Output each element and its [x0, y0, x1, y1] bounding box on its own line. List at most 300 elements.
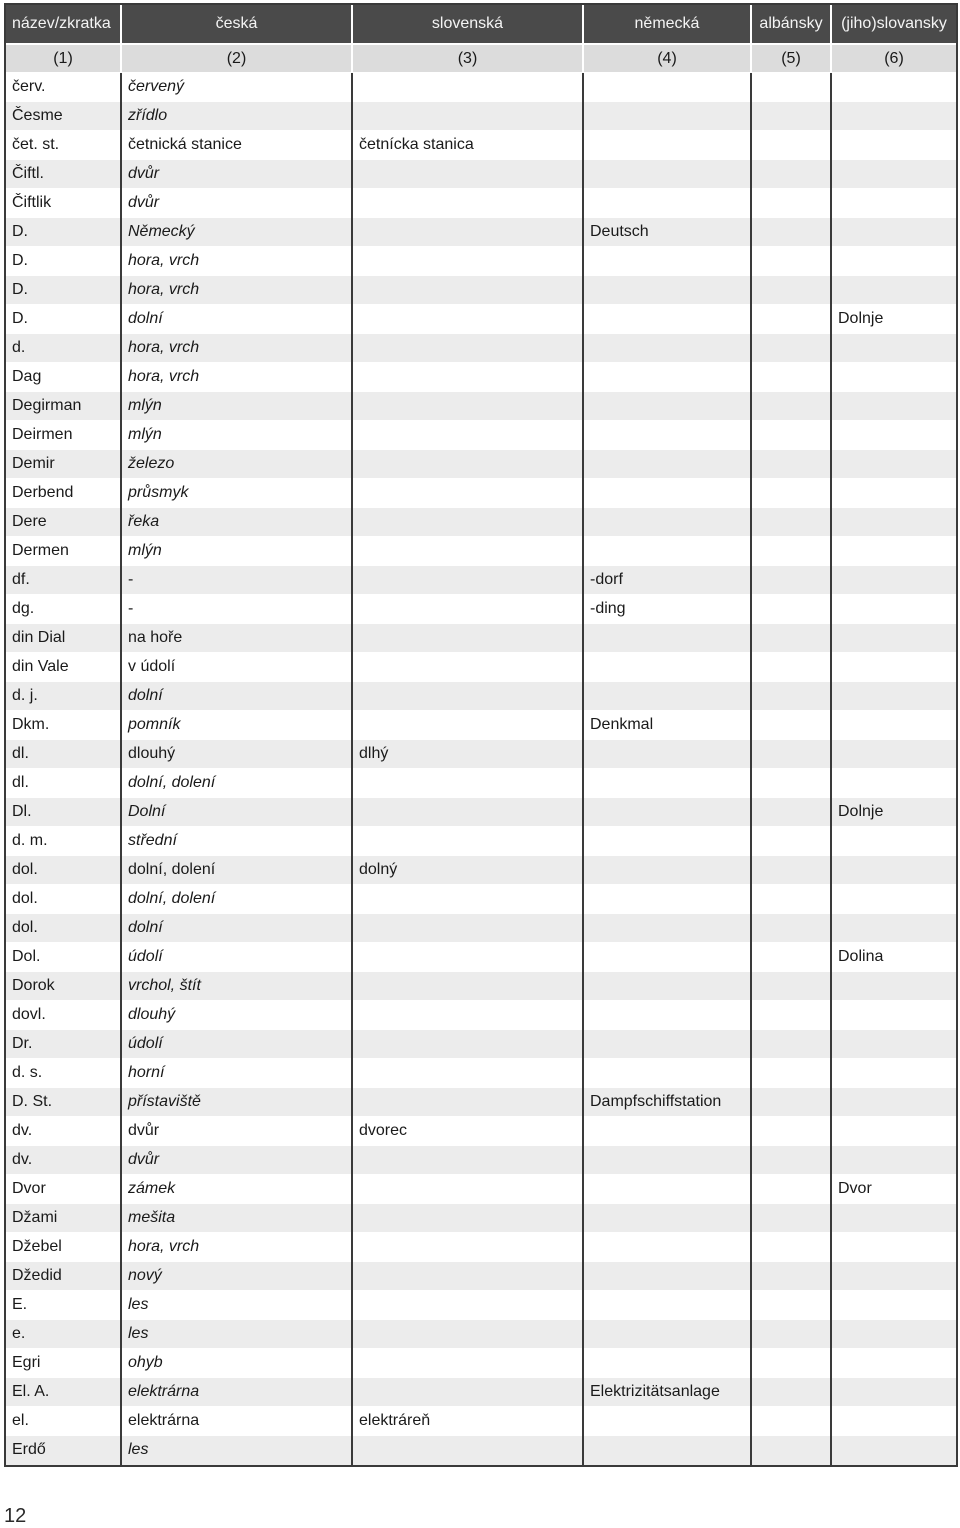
cell-slovak — [352, 276, 583, 305]
cell-german — [583, 885, 751, 914]
cell-czech: hora, vrch — [121, 1233, 352, 1262]
cell-albanian — [751, 1407, 831, 1436]
cell-slovak — [352, 682, 583, 711]
cell-slovak: dolný — [352, 856, 583, 885]
cell-german — [583, 1146, 751, 1175]
cell-german — [583, 1291, 751, 1320]
cell-slovak — [352, 508, 583, 537]
cell-czech: dlouhý — [121, 1001, 352, 1030]
cell-albanian — [751, 1320, 831, 1349]
column-number-row — [6, 44, 956, 73]
cell-german — [583, 1059, 751, 1088]
cell-albanian — [751, 711, 831, 740]
cell-czech: železo — [121, 450, 352, 479]
cell-albanian — [751, 1204, 831, 1233]
cell-south-slavic — [831, 1407, 956, 1436]
cell-slovak — [352, 769, 583, 798]
cell-czech: údolí — [121, 943, 352, 972]
cell-south-slavic — [831, 1436, 956, 1465]
table-row — [6, 102, 956, 131]
cell-south-slavic — [831, 508, 956, 537]
cell-slovak — [352, 189, 583, 218]
cell-albanian — [751, 972, 831, 1001]
cell-abbreviation: df. — [6, 566, 121, 595]
cell-south-slavic: Dolnje — [831, 305, 956, 334]
cell-slovak: dvorec — [352, 1117, 583, 1146]
table-row — [6, 160, 956, 189]
cell-german — [583, 653, 751, 682]
table-row — [6, 1001, 956, 1030]
cell-albanian — [751, 363, 831, 392]
cell-albanian — [751, 682, 831, 711]
cell-slovak — [352, 653, 583, 682]
cell-albanian — [751, 943, 831, 972]
cell-german — [583, 508, 751, 537]
cell-albanian — [751, 305, 831, 334]
cell-slovak — [352, 1030, 583, 1059]
cell-albanian — [751, 421, 831, 450]
cell-slovak — [352, 1088, 583, 1117]
table-row — [6, 189, 956, 218]
cell-abbreviation: dg. — [6, 595, 121, 624]
cell-south-slavic — [831, 1059, 956, 1088]
table-row — [6, 595, 956, 624]
cell-albanian — [751, 595, 831, 624]
cell-czech: zřídlo — [121, 102, 352, 131]
cell-czech: průsmyk — [121, 479, 352, 508]
cell-german — [583, 334, 751, 363]
cell-albanian — [751, 885, 831, 914]
header-south-slavic: (jiho)slovansky — [831, 5, 956, 44]
cell-czech: dolní, dolení — [121, 885, 352, 914]
cell-czech: mešita — [121, 1204, 352, 1233]
cell-abbreviation: červ. — [6, 73, 121, 102]
cell-german — [583, 537, 751, 566]
table-row — [6, 1291, 956, 1320]
cell-czech: dolní — [121, 682, 352, 711]
cell-slovak — [352, 1001, 583, 1030]
cell-albanian — [751, 73, 831, 102]
cell-german — [583, 392, 751, 421]
cell-abbreviation: Dvor — [6, 1175, 121, 1204]
cell-german — [583, 1262, 751, 1291]
cell-slovak — [352, 218, 583, 247]
table-row — [6, 1146, 956, 1175]
cell-south-slavic — [831, 769, 956, 798]
cell-albanian — [751, 1291, 831, 1320]
table-row — [6, 479, 956, 508]
cell-abbreviation: dl. — [6, 769, 121, 798]
cell-czech: mlýn — [121, 392, 352, 421]
cell-abbreviation: Derbend — [6, 479, 121, 508]
header-slovak: slovenská — [352, 5, 583, 44]
cell-south-slavic — [831, 1233, 956, 1262]
table-row — [6, 885, 956, 914]
cell-german — [583, 160, 751, 189]
cell-german — [583, 247, 751, 276]
cell-czech: les — [121, 1436, 352, 1465]
cell-albanian — [751, 276, 831, 305]
cell-abbreviation: D. — [6, 218, 121, 247]
cell-abbreviation: d. m. — [6, 827, 121, 856]
cell-abbreviation: Dorok — [6, 972, 121, 1001]
table-row — [6, 1059, 956, 1088]
cell-german — [583, 305, 751, 334]
cell-albanian — [751, 1001, 831, 1030]
cell-czech: dvůr — [121, 189, 352, 218]
cell-south-slavic — [831, 334, 956, 363]
cell-abbreviation: dv. — [6, 1117, 121, 1146]
cell-czech: elektrárna — [121, 1378, 352, 1407]
table-row — [6, 1117, 956, 1146]
table-row — [6, 1378, 956, 1407]
cell-slovak — [352, 566, 583, 595]
cell-abbreviation: Dkm. — [6, 711, 121, 740]
cell-south-slavic — [831, 711, 956, 740]
table-row — [6, 218, 956, 247]
cell-south-slavic — [831, 1262, 956, 1291]
cell-german — [583, 798, 751, 827]
cell-german — [583, 1349, 751, 1378]
cell-south-slavic — [831, 1320, 956, 1349]
cell-german — [583, 827, 751, 856]
cell-abbreviation: dl. — [6, 740, 121, 769]
cell-abbreviation: D. — [6, 247, 121, 276]
table-row — [6, 740, 956, 769]
cell-abbreviation: dv. — [6, 1146, 121, 1175]
cell-albanian — [751, 1117, 831, 1146]
table-row — [6, 711, 956, 740]
cell-abbreviation: Čiftlik — [6, 189, 121, 218]
cell-czech: pomník — [121, 711, 352, 740]
cell-czech: přístaviště — [121, 1088, 352, 1117]
cell-albanian — [751, 1146, 831, 1175]
cell-slovak — [352, 537, 583, 566]
cell-abbreviation: Dermen — [6, 537, 121, 566]
cell-albanian — [751, 537, 831, 566]
cell-german — [583, 102, 751, 131]
cell-south-slavic — [831, 102, 956, 131]
table-row — [6, 421, 956, 450]
table-row — [6, 1407, 956, 1436]
cell-albanian — [751, 102, 831, 131]
cell-albanian — [751, 566, 831, 595]
cell-south-slavic — [831, 1378, 956, 1407]
cell-abbreviation: dol. — [6, 914, 121, 943]
cell-slovak — [352, 827, 583, 856]
cell-abbreviation: Egri — [6, 1349, 121, 1378]
cell-german — [583, 1407, 751, 1436]
cell-czech: v údolí — [121, 653, 352, 682]
table-row — [6, 392, 956, 421]
cell-albanian — [751, 1059, 831, 1088]
cell-german — [583, 1175, 751, 1204]
cell-south-slavic — [831, 1001, 956, 1030]
cell-czech: dvůr — [121, 1146, 352, 1175]
cell-slovak — [352, 1291, 583, 1320]
cell-german — [583, 1030, 751, 1059]
cell-south-slavic — [831, 537, 956, 566]
cell-albanian — [751, 450, 831, 479]
table-row — [6, 363, 956, 392]
cell-abbreviation: čet. st. — [6, 131, 121, 160]
column-number: (4) — [583, 44, 751, 73]
cell-czech: elektrárna — [121, 1407, 352, 1436]
cell-czech: zámek — [121, 1175, 352, 1204]
table-row — [6, 682, 956, 711]
cell-slovak — [352, 102, 583, 131]
cell-south-slavic — [831, 160, 956, 189]
table-row — [6, 566, 956, 595]
cell-south-slavic: Dolnje — [831, 798, 956, 827]
cell-albanian — [751, 218, 831, 247]
cell-albanian — [751, 653, 831, 682]
cell-south-slavic — [831, 392, 956, 421]
cell-czech: dolní, dolení — [121, 769, 352, 798]
cell-czech: - — [121, 595, 352, 624]
cell-czech: les — [121, 1291, 352, 1320]
cell-slovak — [352, 1378, 583, 1407]
cell-south-slavic — [831, 73, 956, 102]
cell-albanian — [751, 1233, 831, 1262]
cell-german — [583, 421, 751, 450]
column-number: (2) — [121, 44, 352, 73]
cell-abbreviation: din Vale — [6, 653, 121, 682]
cell-czech: - — [121, 566, 352, 595]
cell-albanian — [751, 392, 831, 421]
table-row — [6, 1204, 956, 1233]
cell-abbreviation: Dl. — [6, 798, 121, 827]
cell-german — [583, 740, 751, 769]
cell-german: -dorf — [583, 566, 751, 595]
cell-albanian — [751, 1436, 831, 1465]
cell-albanian — [751, 827, 831, 856]
cell-albanian — [751, 508, 831, 537]
cell-albanian — [751, 479, 831, 508]
cell-albanian — [751, 914, 831, 943]
cell-abbreviation: Deirmen — [6, 421, 121, 450]
cell-south-slavic — [831, 189, 956, 218]
cell-german — [583, 1001, 751, 1030]
cell-czech: dolní, dolení — [121, 856, 352, 885]
cell-german — [583, 769, 751, 798]
cell-czech: hora, vrch — [121, 276, 352, 305]
cell-german — [583, 189, 751, 218]
cell-abbreviation: e. — [6, 1320, 121, 1349]
cell-czech: dolní — [121, 914, 352, 943]
cell-slovak — [352, 479, 583, 508]
cell-german — [583, 276, 751, 305]
cell-abbreviation: Demir — [6, 450, 121, 479]
cell-south-slavic — [831, 421, 956, 450]
cell-slovak — [352, 1204, 583, 1233]
cell-albanian — [751, 1349, 831, 1378]
cell-slovak — [352, 160, 583, 189]
cell-slovak — [352, 1146, 583, 1175]
cell-german: Dampfschiffstation — [583, 1088, 751, 1117]
cell-south-slavic — [831, 450, 956, 479]
page-number: 12 — [4, 1505, 27, 1527]
cell-slovak: elektráreň — [352, 1407, 583, 1436]
cell-czech: hora, vrch — [121, 334, 352, 363]
table-row — [6, 131, 956, 160]
cell-south-slavic — [831, 1204, 956, 1233]
cell-albanian — [751, 131, 831, 160]
cell-german — [583, 1436, 751, 1465]
cell-slovak — [352, 624, 583, 653]
cell-south-slavic — [831, 247, 956, 276]
cell-czech: horní — [121, 1059, 352, 1088]
cell-slovak — [352, 1436, 583, 1465]
cell-south-slavic — [831, 479, 956, 508]
cell-south-slavic — [831, 131, 956, 160]
cell-slovak — [352, 363, 583, 392]
cell-slovak — [352, 1320, 583, 1349]
cell-german — [583, 682, 751, 711]
table-row — [6, 305, 956, 334]
cell-czech: mlýn — [121, 537, 352, 566]
table-row — [6, 798, 956, 827]
cell-slovak — [352, 914, 583, 943]
cell-abbreviation: Džami — [6, 1204, 121, 1233]
cell-albanian — [751, 1030, 831, 1059]
cell-albanian — [751, 624, 831, 653]
cell-czech: na hoře — [121, 624, 352, 653]
table-row — [6, 1320, 956, 1349]
table-body — [6, 73, 956, 1465]
cell-slovak — [352, 1059, 583, 1088]
cell-abbreviation: dol. — [6, 856, 121, 885]
cell-south-slavic — [831, 827, 956, 856]
cell-czech: mlýn — [121, 421, 352, 450]
cell-slovak — [352, 1233, 583, 1262]
cell-slovak — [352, 595, 583, 624]
cell-albanian — [751, 740, 831, 769]
cell-abbreviation: Džedid — [6, 1262, 121, 1291]
cell-south-slavic: Dvor — [831, 1175, 956, 1204]
cell-south-slavic — [831, 914, 956, 943]
header-czech: česká — [121, 5, 352, 44]
cell-south-slavic — [831, 1088, 956, 1117]
table-row — [6, 73, 956, 102]
cell-abbreviation: el. — [6, 1407, 121, 1436]
cell-abbreviation: d. s. — [6, 1059, 121, 1088]
cell-abbreviation: Degirman — [6, 392, 121, 421]
cell-slovak — [352, 711, 583, 740]
cell-albanian — [751, 798, 831, 827]
column-number: (5) — [751, 44, 831, 73]
table-row — [6, 1030, 956, 1059]
cell-south-slavic — [831, 740, 956, 769]
cell-slovak — [352, 943, 583, 972]
table-row — [6, 1175, 956, 1204]
table-row — [6, 653, 956, 682]
cell-czech: dvůr — [121, 1117, 352, 1146]
cell-czech: řeka — [121, 508, 352, 537]
cell-german — [583, 1204, 751, 1233]
cell-slovak — [352, 73, 583, 102]
cell-slovak: četnícka stanica — [352, 131, 583, 160]
cell-albanian — [751, 856, 831, 885]
cell-south-slavic — [831, 856, 956, 885]
cell-abbreviation: Erdő — [6, 1436, 121, 1465]
abbreviations-table-container — [4, 3, 958, 1467]
cell-czech: dvůr — [121, 160, 352, 189]
cell-czech: hora, vrch — [121, 247, 352, 276]
cell-albanian — [751, 247, 831, 276]
cell-slovak — [352, 885, 583, 914]
cell-albanian — [751, 1088, 831, 1117]
cell-south-slavic — [831, 682, 956, 711]
cell-german: Denkmal — [583, 711, 751, 740]
cell-abbreviation: D. St. — [6, 1088, 121, 1117]
cell-south-slavic — [831, 972, 956, 1001]
cell-czech: les — [121, 1320, 352, 1349]
table-row — [6, 769, 956, 798]
cell-german — [583, 479, 751, 508]
table-row — [6, 827, 956, 856]
header-row — [6, 5, 956, 44]
cell-czech: dolní — [121, 305, 352, 334]
table-row — [6, 334, 956, 363]
cell-german — [583, 450, 751, 479]
cell-german — [583, 943, 751, 972]
cell-south-slavic — [831, 1291, 956, 1320]
cell-south-slavic — [831, 1117, 956, 1146]
cell-czech: vrchol, štít — [121, 972, 352, 1001]
table-row — [6, 1436, 956, 1465]
cell-south-slavic — [831, 1146, 956, 1175]
table-row — [6, 1233, 956, 1262]
cell-czech: hora, vrch — [121, 363, 352, 392]
cell-german: -ding — [583, 595, 751, 624]
cell-czech: dlouhý — [121, 740, 352, 769]
cell-german — [583, 131, 751, 160]
cell-czech: nový — [121, 1262, 352, 1291]
cell-south-slavic — [831, 1030, 956, 1059]
cell-abbreviation: Dr. — [6, 1030, 121, 1059]
cell-abbreviation: Čiftl. — [6, 160, 121, 189]
table-row — [6, 247, 956, 276]
table-row — [6, 856, 956, 885]
cell-slovak: dlhý — [352, 740, 583, 769]
cell-abbreviation: dol. — [6, 885, 121, 914]
cell-abbreviation: D. — [6, 305, 121, 334]
cell-german — [583, 624, 751, 653]
column-number: (3) — [352, 44, 583, 73]
cell-albanian — [751, 189, 831, 218]
cell-south-slavic: Dolina — [831, 943, 956, 972]
cell-south-slavic — [831, 595, 956, 624]
cell-albanian — [751, 1378, 831, 1407]
cell-german — [583, 856, 751, 885]
cell-slovak — [352, 1175, 583, 1204]
cell-albanian — [751, 769, 831, 798]
cell-abbreviation: El. A. — [6, 1378, 121, 1407]
cell-czech: Dolní — [121, 798, 352, 827]
cell-abbreviation: D. — [6, 276, 121, 305]
cell-south-slavic — [831, 276, 956, 305]
header-albanian: albánsky — [751, 5, 831, 44]
cell-german — [583, 1117, 751, 1146]
table-row — [6, 972, 956, 1001]
cell-slovak — [352, 247, 583, 276]
table-row — [6, 537, 956, 566]
cell-slovak — [352, 972, 583, 1001]
cell-abbreviation: dovl. — [6, 1001, 121, 1030]
cell-abbreviation: din Dial — [6, 624, 121, 653]
cell-slovak — [352, 1349, 583, 1378]
